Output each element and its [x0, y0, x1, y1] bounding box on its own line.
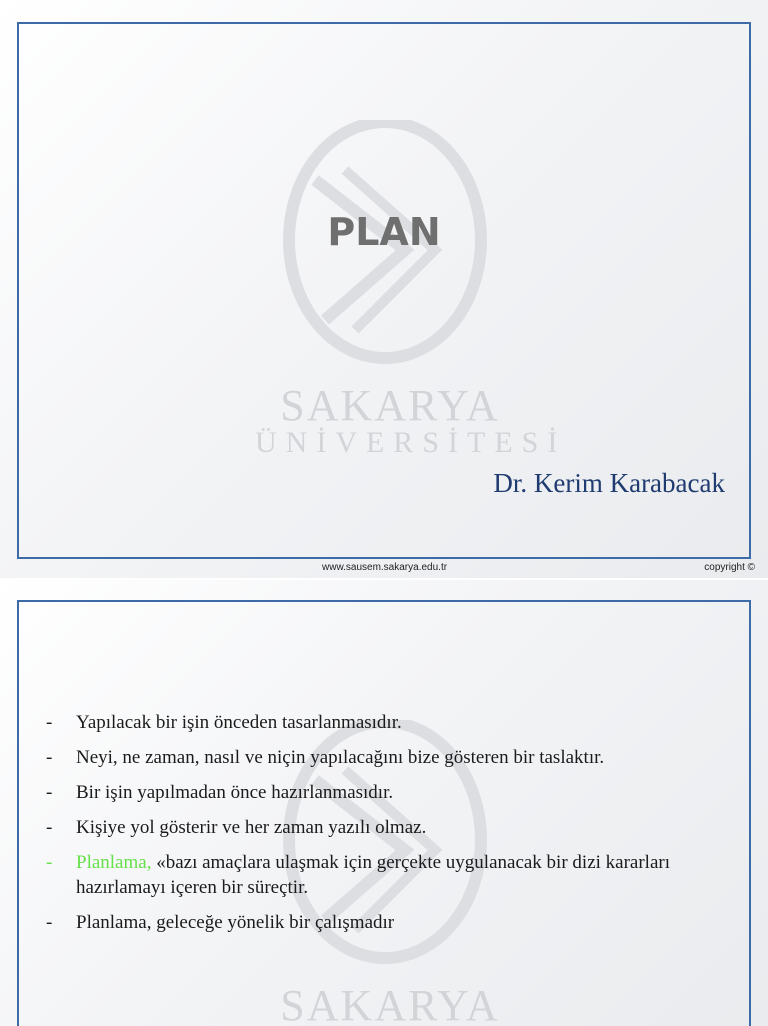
watermark-line2: ÜNİVERSİTESİ	[255, 426, 567, 459]
list-item	[46, 815, 726, 840]
bullet-text: Kişiye yol gösterir ve her zaman yazılı olmaz.	[76, 817, 427, 838]
footer-copyright: copyright ©	[704, 562, 755, 573]
bullet-dash: -	[46, 782, 53, 803]
bullet-dash: -	[46, 817, 53, 838]
bullet-text: Planlama, geleceğe yönelik bir çalışmadır	[76, 912, 395, 933]
author-name: Dr. Kerim Karabacak	[493, 468, 725, 498]
bullet-dash: -	[46, 747, 53, 768]
watermark-line1: SAKARYA	[280, 981, 500, 1026]
list-item	[46, 780, 726, 805]
bullet-text: Neyi, ne zaman, nasıl ve niçin yapılacağını bize gösteren bir taslaktır.	[76, 747, 605, 768]
bullet-text: Yapılacak bir işin önceden tasarlanmasıdır.	[76, 712, 402, 733]
bullet-highlight: Planlama,	[76, 852, 152, 873]
footer-url: www.sausem.sakarya.edu.tr	[322, 562, 448, 573]
bullet-list	[46, 710, 726, 945]
bullet-dash: -	[46, 912, 53, 933]
bullet-dash: -	[46, 712, 53, 733]
bullet-text: «bazı amaçlara ulaşmak için gerçekte uygulanacak bir dizi kararları hazırlamayı içeren bir süreçtir.	[76, 852, 670, 898]
list-item	[46, 850, 726, 900]
bullet-dash: -	[46, 852, 53, 873]
slide-title: PLAN	[327, 210, 441, 254]
list-item	[46, 745, 726, 770]
list-item	[46, 910, 726, 935]
list-item	[46, 710, 726, 735]
bullet-text: Bir işin yapılmadan önce hazırlanmasıdır.	[76, 782, 394, 803]
content-slide	[0, 578, 768, 1026]
watermark-line1: SAKARYA	[280, 381, 500, 430]
